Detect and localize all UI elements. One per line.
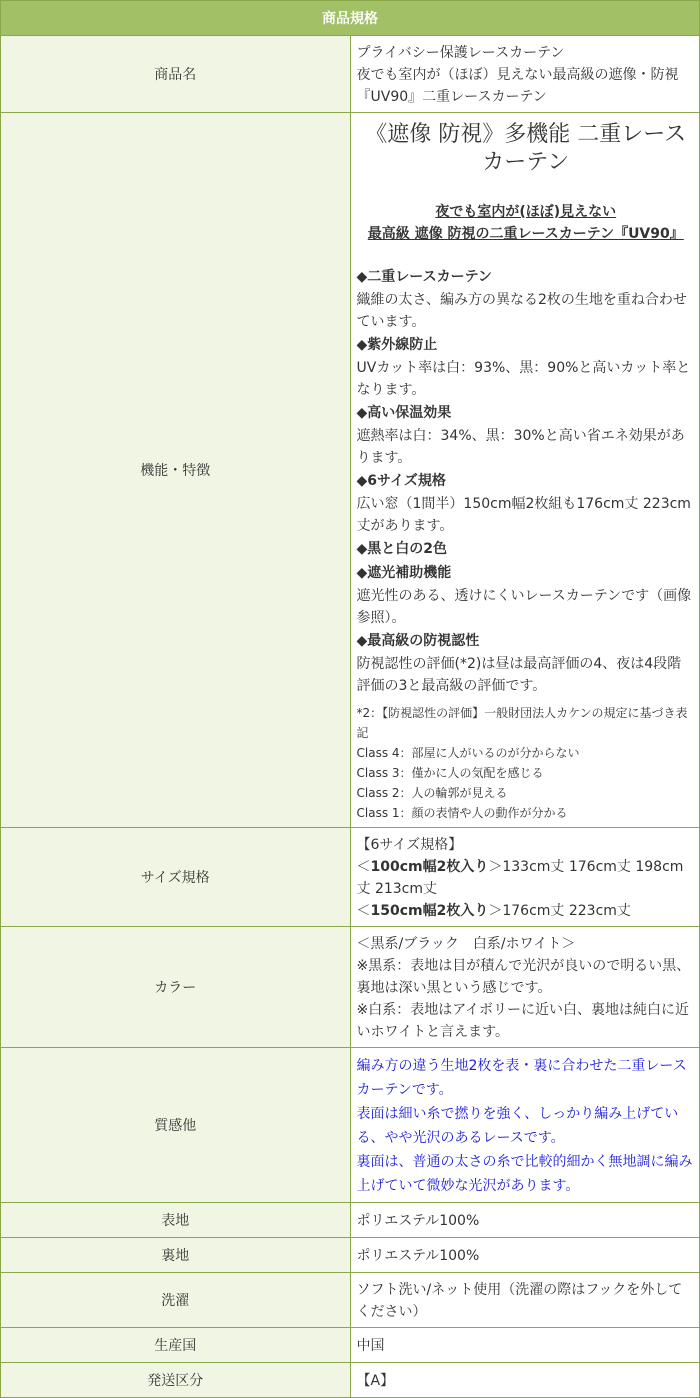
name-line-2: 夜でも室内が（ほぼ）見えない最高級の遮像・防視『UV90』二重レースカーテン — [356, 67, 679, 105]
feature-description: 防視認性の評価(*2)は昼は最高評価の4、夜は4段階評価の3と最高級の評価です。 — [356, 656, 682, 694]
label-texture: 質感他 — [1, 1048, 351, 1203]
value-wash: ソフト洗い/ネット使用（洗濯の際はフックを外してください） — [350, 1273, 700, 1328]
label-front: 表地 — [1, 1203, 351, 1238]
value-size — [350, 828, 700, 927]
table-header: 商品規格 — [1, 1, 700, 36]
label-shipping: 発送区分 — [1, 1363, 351, 1398]
texture-line-2: 表面は細い糸で撚りを強く、しっかり編み上げている、やや光沢のあるレースです。 — [356, 1106, 679, 1146]
row-color — [1, 927, 700, 1048]
size-line-2 — [357, 856, 696, 900]
size-line-1: 【6サイズ規格】 — [356, 837, 463, 853]
size-bracket: ＜ — [356, 903, 371, 919]
value-name — [350, 36, 700, 113]
row-origin — [1, 1328, 700, 1363]
value-shipping: 【A】 — [350, 1363, 700, 1398]
color-line-2: ※黒系：表地は目が積んで光沢が良いので明るい黒、裏地は深い黒という感じです。 — [356, 958, 691, 996]
note-line: Class 2：人の輪郭が見える — [356, 786, 508, 800]
row-texture — [1, 1048, 700, 1203]
size-width-label: 150cm幅2枚入り — [370, 903, 489, 919]
feature-heading: ◆最高級の防視認性 — [356, 633, 480, 649]
feature-heading: ◆黒と白の2色 — [356, 541, 448, 557]
features-subtitle — [357, 201, 696, 245]
feature-description: 織維の太さ、編み方の異なる2枚の生地を重ね合わせています。 — [356, 292, 687, 330]
row-features — [1, 113, 700, 828]
name-line-1: プライバシー保護レースカーテン — [356, 45, 565, 61]
note-line: Class 4：部屋に人がいるのが分からない — [356, 746, 580, 760]
features-notes — [357, 703, 696, 823]
texture-line-3: 裏面は、普通の太さの糸で比較的細かく無地調に編み上げていて微妙な光沢があります。 — [356, 1154, 693, 1194]
size-lengths: ＞133cm丈 176cm丈 198cm丈 213cm丈 — [356, 859, 684, 897]
feature-description: 遮光性のある、透けにくいレースカーテンです（画像参照）。 — [356, 588, 692, 626]
texture-line-1: 編み方の違う生地2枚を表・裏に合わせた二重レースカーテンです。 — [356, 1058, 687, 1098]
feature-heading: ◆二重レースカーテン — [356, 269, 492, 285]
feature-heading: ◆6サイズ規格 — [356, 473, 446, 489]
color-line-1: ＜黒系/ブラック 白系/ホワイト＞ — [356, 936, 576, 952]
note-line: Class 3：僅かに人の気配を感じる — [356, 766, 544, 780]
feature-description: UVカット率は白：93%、黒：90%と高いカット率となります。 — [356, 360, 691, 398]
row-size — [1, 828, 700, 927]
label-color: カラー — [1, 927, 351, 1048]
features-subtitle-2: 最高級 遮像 防視の二重レースカーテン『UV90』 — [367, 226, 684, 242]
label-back: 裏地 — [1, 1238, 351, 1273]
feature-heading: ◆遮光補助機能 — [356, 565, 452, 581]
value-origin: 中国 — [350, 1328, 700, 1363]
feature-heading: ◆紫外線防止 — [356, 337, 438, 353]
feature-description: 広い窓（1間半）150cm幅2枚組も176cm丈 223cm丈があります。 — [356, 496, 691, 534]
label-origin: 生産国 — [1, 1328, 351, 1363]
size-bracket: ＜ — [356, 859, 371, 875]
size-line-3 — [357, 900, 696, 922]
value-back: ポリエステル100% — [350, 1238, 700, 1273]
value-color — [350, 927, 700, 1048]
value-features — [350, 113, 700, 828]
feature-list — [357, 265, 696, 697]
note-line: Class 1：顔の表情や人の動作が分かる — [356, 806, 568, 820]
label-name: 商品名 — [1, 36, 351, 113]
row-front — [1, 1203, 700, 1238]
label-wash: 洗濯 — [1, 1273, 351, 1328]
value-front: ポリエステル100% — [350, 1203, 700, 1238]
size-width-label: 100cm幅2枚入り — [370, 859, 489, 875]
size-lengths: ＞176cm丈 223cm丈 — [488, 903, 631, 919]
row-shipping — [1, 1363, 700, 1398]
row-wash — [1, 1273, 700, 1328]
label-features: 機能・特徴 — [1, 113, 351, 828]
label-size: サイズ規格 — [1, 828, 351, 927]
feature-description: 遮熱率は白：34%、黒：30%と高い省エネ効果があります。 — [356, 428, 685, 466]
row-back — [1, 1238, 700, 1273]
row-name — [1, 36, 700, 113]
features-title: 《遮像 防視》多機能 二重レースカーテン — [365, 122, 687, 175]
features-subtitle-1: 夜でも室内が(ほぼ)見えない — [435, 204, 617, 220]
color-line-3: ※白系：表地はアイボリーに近い白、裏地は純白に近いホワイトと言えます。 — [356, 1002, 689, 1040]
note-line: *2：【防視認性の評価】一般財団法人カケンの規定に基づき表記 — [356, 706, 688, 740]
feature-heading: ◆高い保温効果 — [356, 405, 452, 421]
value-texture — [350, 1048, 700, 1203]
